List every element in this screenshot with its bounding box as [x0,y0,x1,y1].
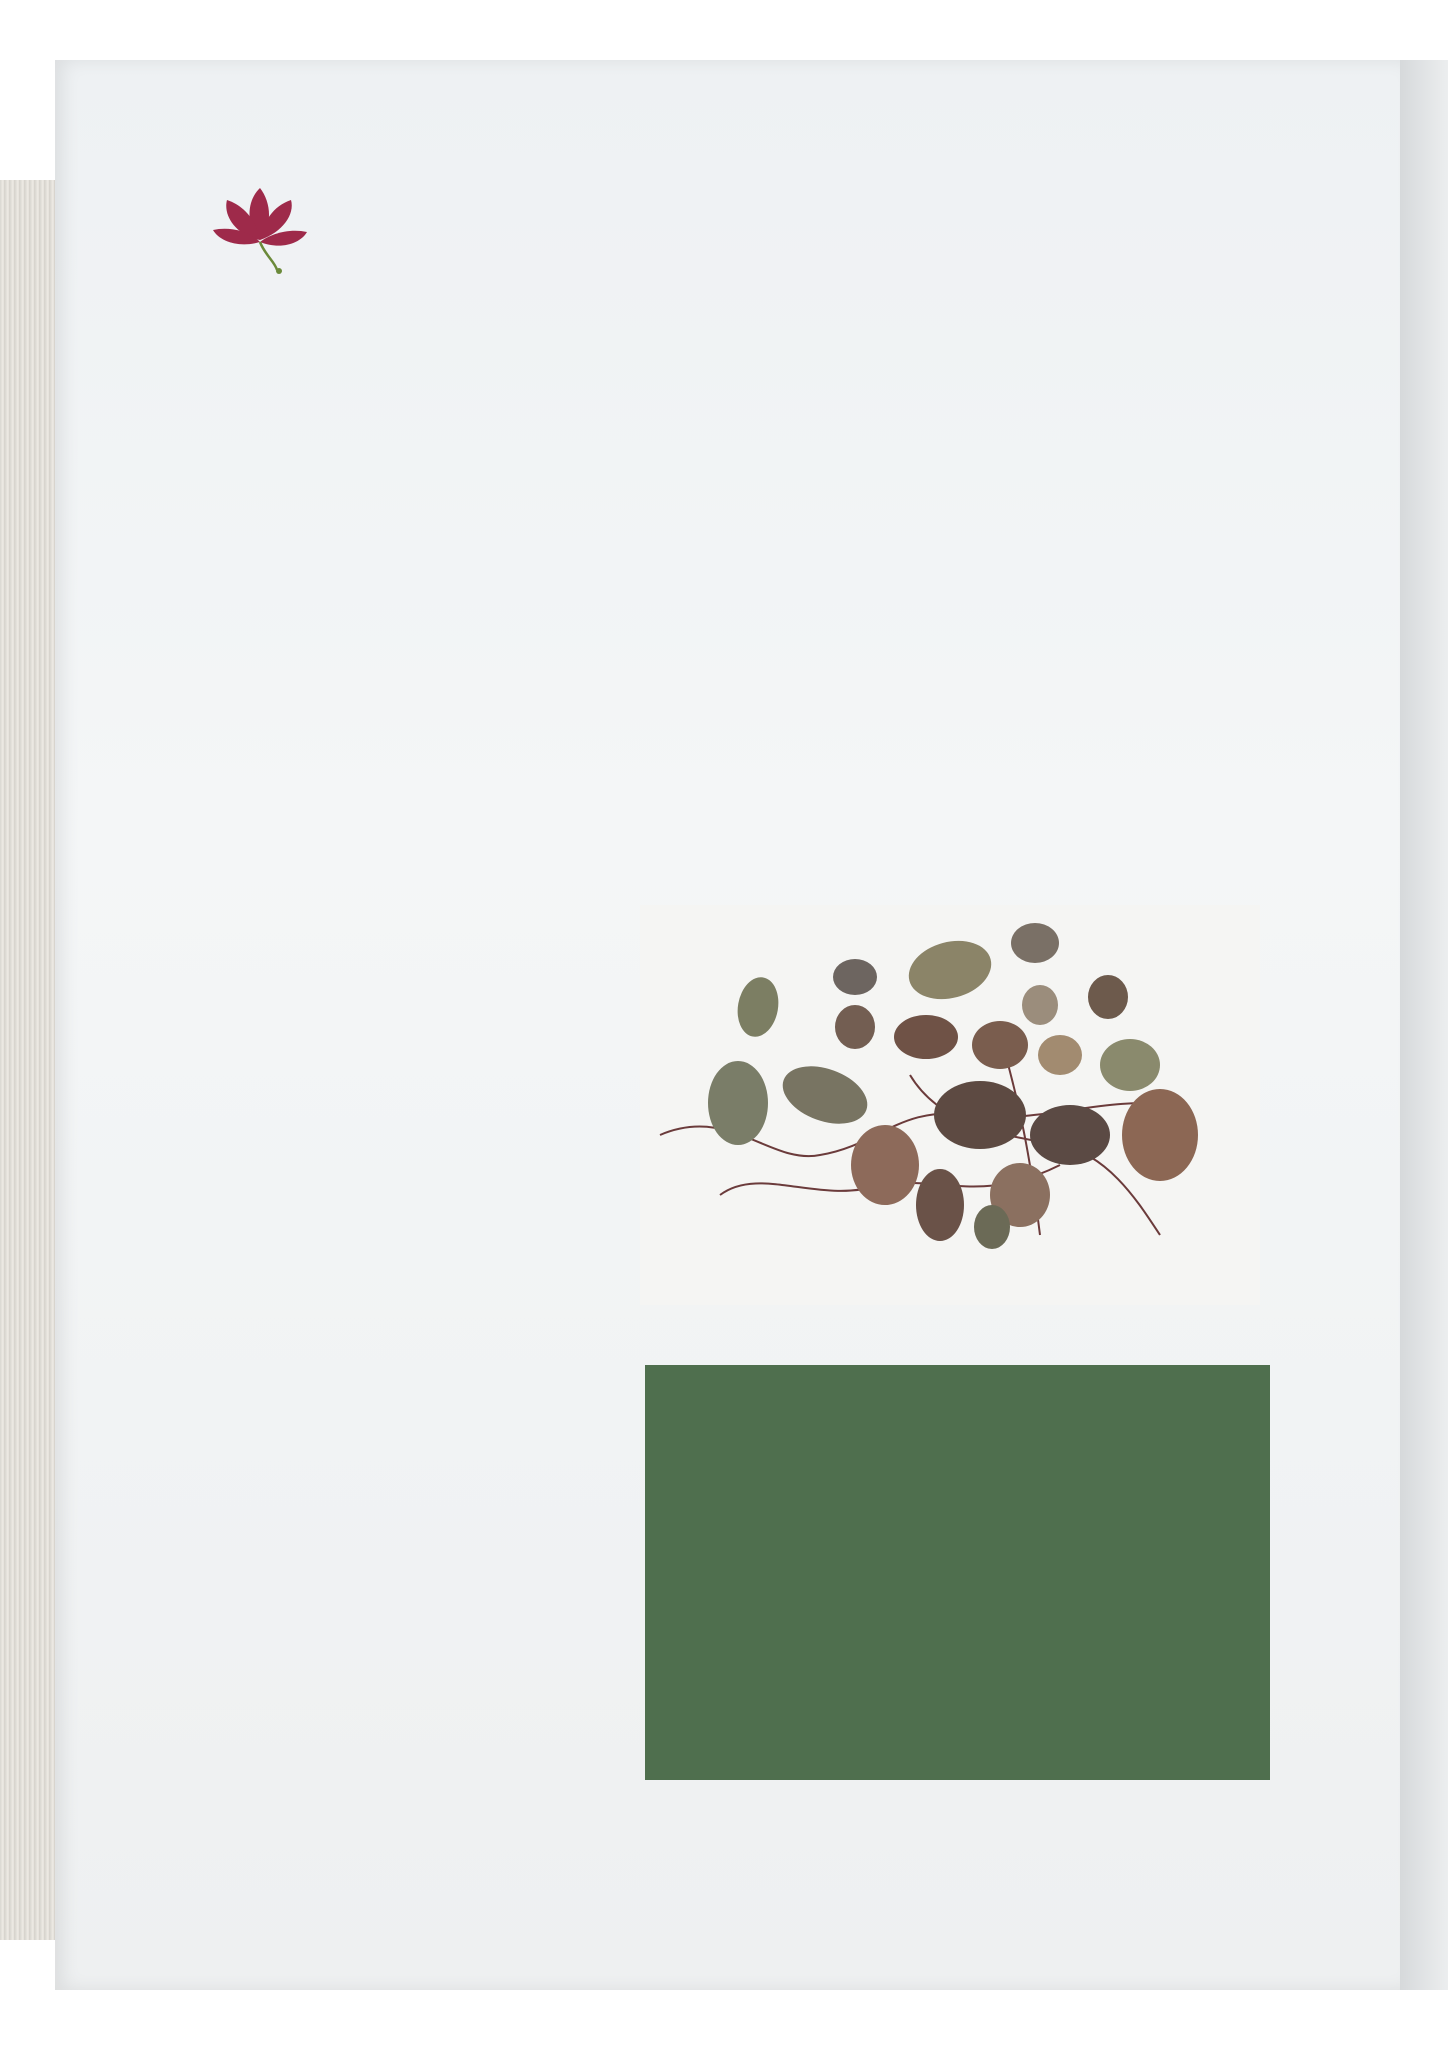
dried-leaf [974,1205,1010,1249]
dried-leaf [972,1021,1028,1069]
page-gutter-shadow [1400,60,1448,1990]
living-plant-illustration [645,1365,1270,1780]
stem-end [276,268,282,274]
dried-leaf [1122,1089,1198,1181]
dried-leaf [835,1005,875,1049]
dried-leaf [1030,1105,1110,1165]
dried-leaf [1038,1035,1082,1075]
dried-leaf [894,1015,958,1059]
leaf-logo-icon [205,170,315,280]
dried-leaf [1088,975,1128,1019]
living-plant-photo [645,1365,1270,1780]
dried-leaf [708,1061,768,1145]
book-page-edges [0,180,60,1940]
dried-leaf [934,1081,1026,1149]
herb-specimen-photo [640,905,1260,1305]
dried-leaf [916,1169,964,1241]
dried-leaf [1100,1039,1160,1091]
foliage-background [645,1365,1270,1780]
dried-leaf [775,1056,875,1135]
dried-leaf [833,959,877,995]
dried-leaf [1022,985,1058,1025]
dried-leaf [733,974,783,1040]
dried-leaf [851,1125,919,1205]
leaf-stem [260,242,277,270]
dried-leaf [902,932,998,1008]
herb-specimen-illustration [640,905,1260,1305]
dried-leaf [1011,923,1059,963]
